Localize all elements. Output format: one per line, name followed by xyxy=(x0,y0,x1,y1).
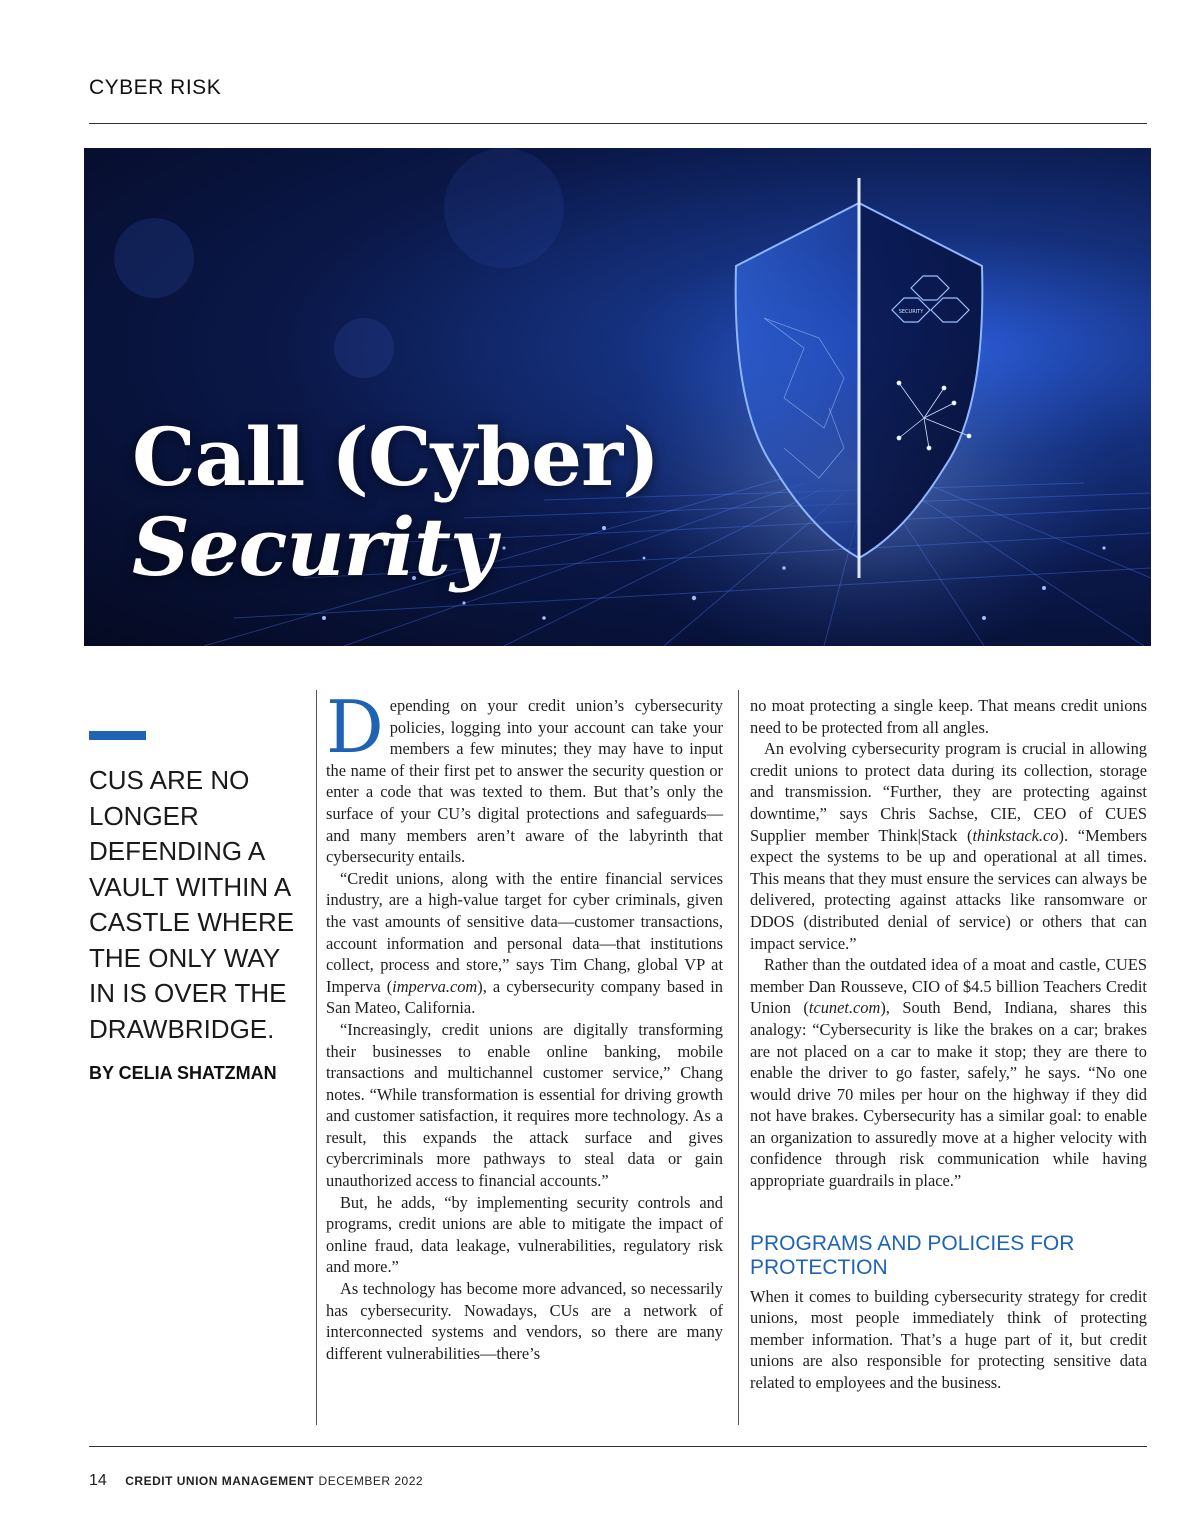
page-footer xyxy=(89,1472,423,1490)
link-thinkstack[interactable]: thinkstack.co xyxy=(972,825,1059,845)
paragraph: “Increasingly, credit unions are digitally transforming their businesses to enable online banking, mobile transactions and multichannel customer service,” Chang notes. “While transformation is essential for driving growth and customer satisfaction, it requires more technology. As a result, this expands the attack surface and gives cybercriminals more pathways to steal data or gain unauthorized access to financial accounts.” xyxy=(326,1019,723,1191)
paragraph: no moat protecting a single keep. That means credit unions need to be protected from all angles. xyxy=(750,696,1147,737)
article-column-1 xyxy=(326,685,723,1364)
paragraph: Depending on your credit union’s cybersecurity policies, logging into your account can take your members a few minutes; they may have to input the name of their first pet to answer the security question or enter a code that was texted to them. But that’s only the surface of your CU’s digital protections and safeguards—and many members aren’t aware of the labyrinth that cybersecurity entails. xyxy=(326,685,723,867)
subheading: PROGRAMS AND POLICIES FOR PROTECTION xyxy=(750,1231,1075,1279)
drop-cap: D xyxy=(326,685,384,769)
page-number: 14 xyxy=(89,1472,107,1489)
paragraph: As technology has become more advanced, so necessarily has cybersecurity. Nowadays, CUs are a network of interconnected systems and vendors, so there are many different vulnerabilities—there’s xyxy=(326,1279,723,1363)
svg-text:SECURITY: SECURITY xyxy=(898,309,924,315)
pull-quote: CUS ARE NO LONGER DEFENDING A VAULT WITHIN A CASTLE WHERE THE ONLY WAY IN IS OVER THE DRAWBRIDGE. xyxy=(89,765,295,1044)
byline: BY CELIA SHATZMAN xyxy=(89,1063,277,1083)
column-divider xyxy=(316,690,317,1425)
bottom-rule xyxy=(89,1446,1147,1447)
paragraph: When it comes to building cybersecurity strategy for credit unions, most people immediately think of protecting member information. That’s a huge part of it, but credit unions are also responsible for protecting sensitive data related to employees and the business. xyxy=(750,1286,1147,1393)
paragraph: “Credit unions, along with the entire financial services industry, are a high-value target for cyber criminals, given the vast amounts of sensitive data—customer transactions, account information and personal data—that institutions collect, process and store,” says Tim Chang, global VP at Imperva (imperva.com), a cybersecurity company based in San Mateo, California. xyxy=(326,868,723,1018)
article-title xyxy=(132,410,659,594)
paragraph: Rather than the outdated idea of a moat and castle, CUES member Dan Rousseve, CIO of $4.5 billion Teachers Credit Union (tcunet.com), South Bend, Indiana, shares this analogy: “Cybersecurity is like the brakes on a car; brakes are not placed on a car to make it stop; they are there to enable the driver to go faster, safely,” he says. “No one would drive 70 miles per hour on the highway if they did not have brakes. Cybersecurity has a similar goal: to enable an organization to assuredly move at a higher velocity with confidence through risk communication while having appropriate guardrails in place.” xyxy=(750,955,1147,1191)
paragraph: An evolving cybersecurity program is crucial in allowing credit unions to protect data during its collection, storage and transmission. “Further, they are protecting against downtime,” says Chris Sachse, CIE, CEO of CUES Supplier member Think|Stack (thinkstack.co). “Members expect the systems to be up and operational at all times. This means that they must ensure the services can always be delivered, protecting against attacks like ransomware or DDOS (distributed denial of service) or others that can impact service.” xyxy=(750,739,1147,953)
hero-image xyxy=(84,148,1151,646)
article-title-line2: Security xyxy=(132,499,496,594)
column-divider xyxy=(738,690,739,1425)
article-column-2 xyxy=(750,695,1147,1394)
article-title-line1: Call (Cyber) xyxy=(132,410,659,504)
section-label: CYBER RISK xyxy=(89,76,222,99)
publication-name: CREDIT UNION MANAGEMENT xyxy=(125,1474,315,1488)
issue-date: DECEMBER 2022 xyxy=(318,1474,424,1488)
link-imperva[interactable]: imperva.com xyxy=(392,976,478,996)
accent-bar xyxy=(89,731,146,740)
paragraph: But, he adds, “by implementing security controls and programs, credit unions are able to mitigate the impact of online fraud, data leakage, vulnerabilities, regulatory risk and more.” xyxy=(326,1192,723,1277)
top-rule xyxy=(89,123,1147,124)
link-tcunet[interactable]: tcunet.com xyxy=(808,998,881,1018)
